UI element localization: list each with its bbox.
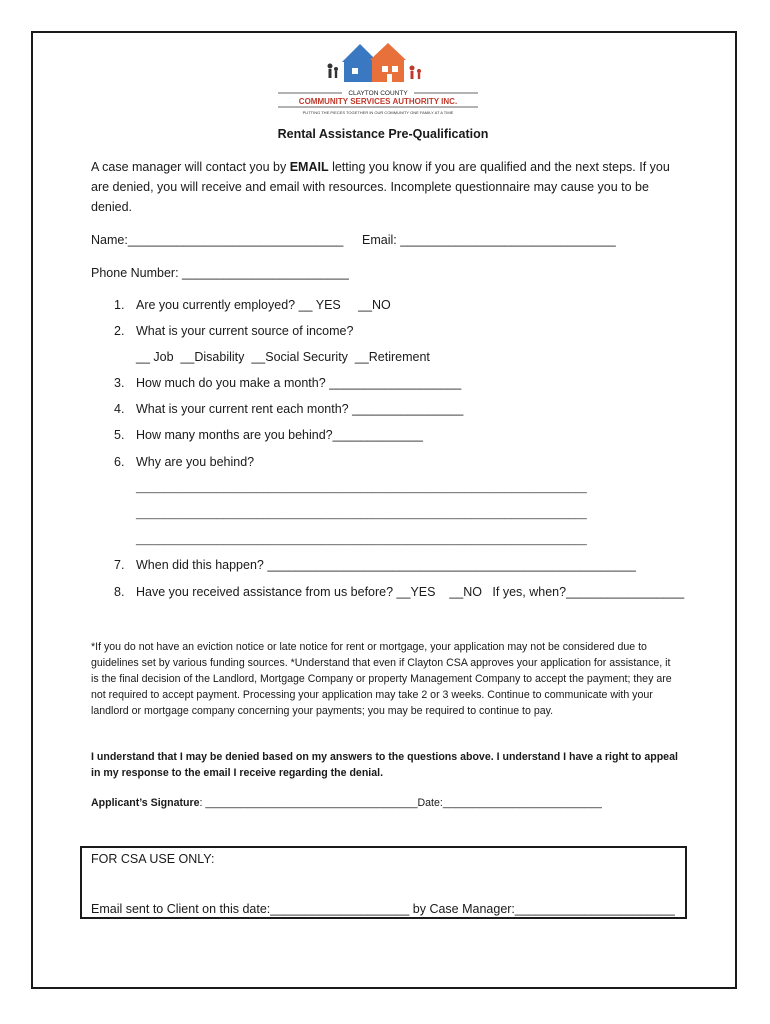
question-1[interactable] <box>114 298 391 312</box>
question-number: 8. <box>114 585 125 599</box>
intro-email-emphasis: EMAIL <box>289 160 329 174</box>
csa-email-sent-line[interactable]: Email sent to Client on this date:____________________ by Case Manager:_______________________ <box>91 902 675 916</box>
question-number: 6. <box>114 455 125 469</box>
question-number: 3. <box>114 376 125 390</box>
question-2 <box>114 324 353 338</box>
signature-label: Applicant’s Signature <box>91 797 200 809</box>
intro-text-end: letting you know if you are qualified and the next steps. If you are denied, you will receive and email with resources. Incomplete questionnaire may cause you to be denied. <box>91 160 670 214</box>
logo-tagline: PUTTING THE PIECES TOGETHER IN OUR COMMUNITY ONE FAMILY AT A TIME <box>302 110 454 115</box>
question-number: 7. <box>114 558 125 572</box>
answer-line[interactable]: ______________________________________________________________________________ <box>136 509 587 520</box>
question-text: Why are you behind? <box>136 455 255 469</box>
question-5[interactable] <box>114 428 423 442</box>
intro-text-start: A case manager will contact you by <box>91 160 290 174</box>
answer-line[interactable]: ______________________________________________________________________________ <box>136 535 587 546</box>
disclaimer-note: *If you do not have an eviction notice or late notice for rent or mortgage, your application may not be considered due to guidelines set by various funding sources. *Understand that even if Clayton CSA approves your application for assistance, it is the final decision of the Landlord, Mortgage Company or property Management Company to accept the payment; they are not required to accept payment. Processing your application may take 2 or 3 weeks. Continue to communicate with your landlord or mortgage company concerning your payments; you may be required to continue to pay. <box>91 641 672 717</box>
question-text: What is your current source of income? <box>136 324 354 338</box>
csa-logo <box>272 38 484 124</box>
phone-field[interactable]: Phone Number: ________________________ <box>91 266 349 280</box>
answer-line[interactable]: ______________________________________________________________________________ <box>136 483 587 494</box>
question-number: 5. <box>114 428 125 442</box>
question-number: 2. <box>114 324 125 338</box>
question-4[interactable] <box>114 402 463 416</box>
question-number: 4. <box>114 402 125 416</box>
acknowledgement-text: I understand that I may be denied based on my answers to the questions above. I understand I have a right to appeal in my response to the email I receive regarding the denial. <box>91 751 678 779</box>
question-3[interactable] <box>114 376 461 390</box>
signature-line: : ____________________________________Date:___________________________ <box>199 797 602 809</box>
question-text: Have you received assistance from us before? __YES __NO If yes, when?_________________ <box>136 585 685 599</box>
csa-use-only-box <box>80 846 687 919</box>
family-figures-right-icon <box>410 66 422 80</box>
logo-org-line1: CLAYTON COUNTY <box>348 90 408 97</box>
intro-paragraph <box>91 157 691 217</box>
question-text: How many months are you behind?_____________ <box>136 428 424 442</box>
signature-row[interactable] <box>91 797 602 809</box>
question-text: When did this happen? _____________________________________________________ <box>136 558 636 572</box>
question-text: What is your current rent each month? ________________ <box>136 402 464 416</box>
question-7[interactable] <box>114 558 636 572</box>
logo-org-line2: COMMUNITY SERVICES AUTHORITY INC. <box>298 97 458 106</box>
question-text: Are you currently employed? __ YES __NO <box>136 298 391 312</box>
question-6 <box>114 455 254 469</box>
name-field[interactable]: Name:_______________________________ <box>91 233 344 247</box>
question-text: How much do you make a month? ___________________ <box>136 376 462 390</box>
question-number: 1. <box>114 298 125 312</box>
csa-heading: FOR CSA USE ONLY: <box>91 852 215 866</box>
form-title: Rental Assistance Pre-Qualification <box>277 127 489 141</box>
income-options[interactable]: __ Job __Disability __Social Security __Retirement <box>136 350 430 364</box>
question-8[interactable] <box>114 585 684 599</box>
family-figures-left-icon <box>328 64 339 79</box>
email-field[interactable]: Email: _______________________________ <box>362 233 616 247</box>
